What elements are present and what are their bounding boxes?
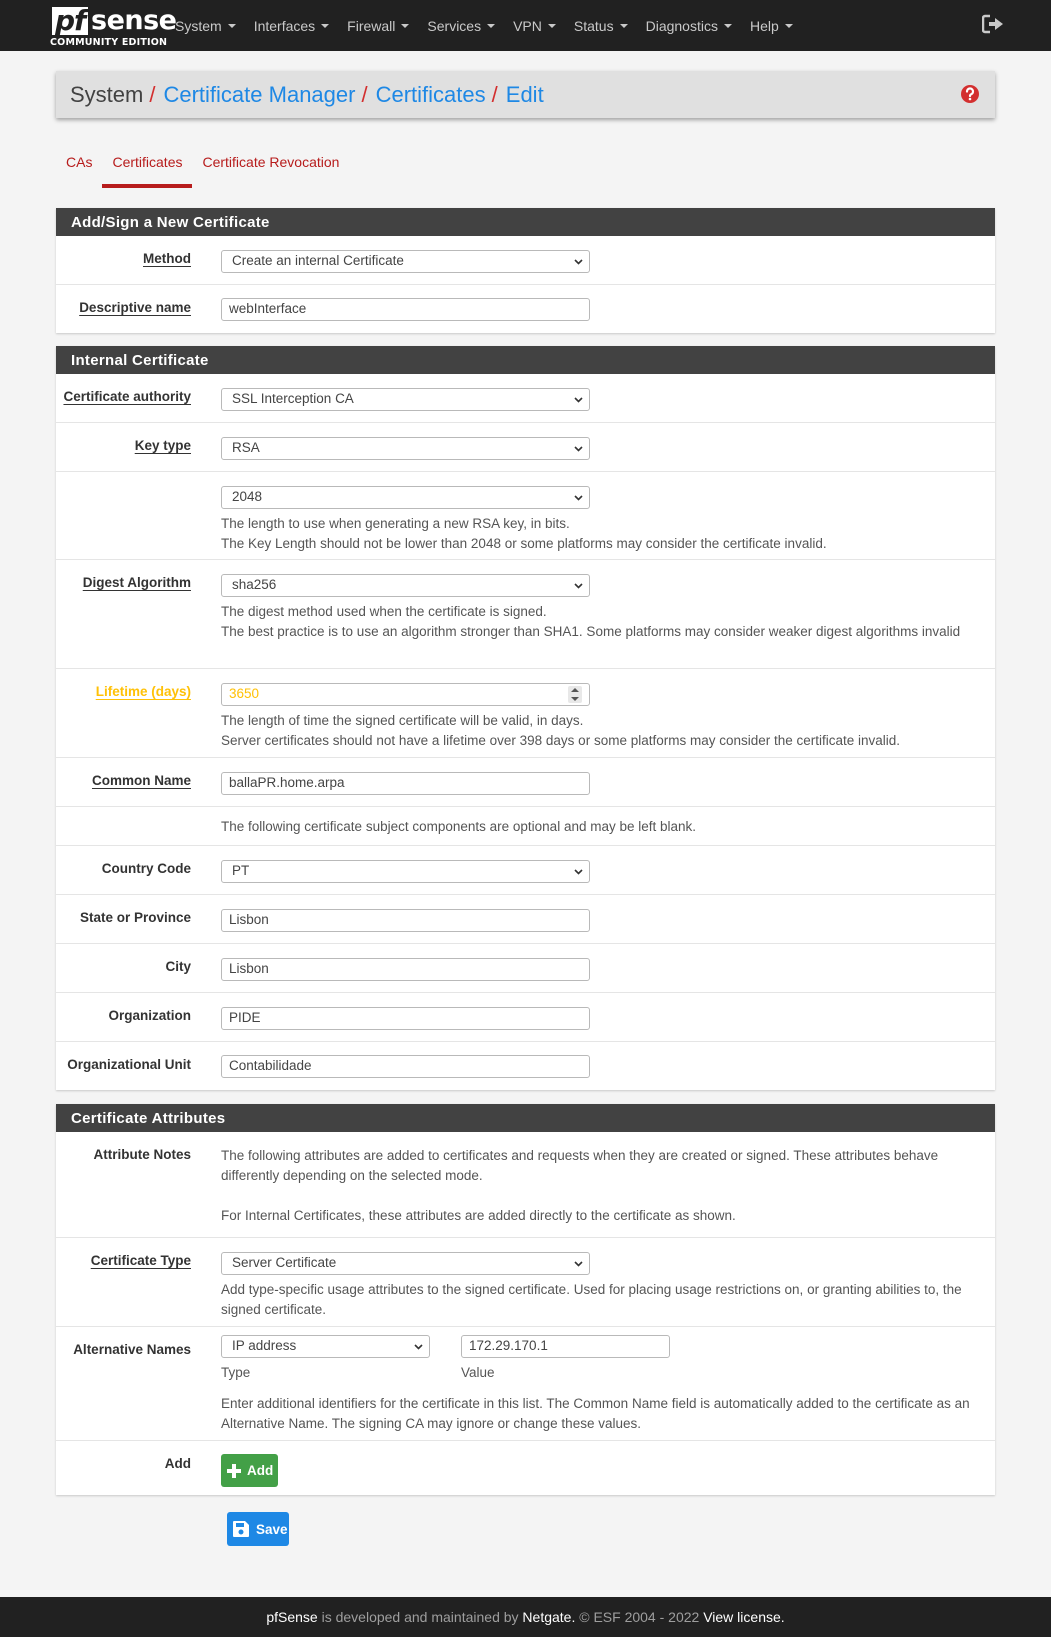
common-name-input[interactable]: ballaPR.home.arpa	[221, 772, 590, 795]
alt-type-group	[221, 1335, 430, 1383]
certificate-type-help: Add type-specific usage attributes to the signed certificate. Used for placing usage restrictions on, or granting abilities to, the signed certificate.	[221, 1282, 962, 1317]
caret-down-icon	[321, 24, 329, 28]
attribute-notes-label: Attribute Notes	[93, 1147, 191, 1162]
chevron-down-icon	[574, 581, 583, 590]
alternative-names-help: Enter additional identifiers for the certificate in this list. The Common Name field is automatically added to the certificate as an Alternative Name. The signing CA may ignore or change these values.	[221, 1396, 970, 1431]
key-length-select[interactable]: 2048	[221, 486, 590, 509]
caret-down-icon	[401, 24, 409, 28]
row-key-length	[56, 472, 995, 560]
alt-name-entry	[221, 1335, 985, 1383]
tab-certificate-revocation[interactable]: Certificate Revocation	[202, 154, 340, 170]
row-optional-note	[56, 807, 995, 846]
logout-icon[interactable]	[982, 14, 1004, 34]
row-state	[56, 895, 995, 944]
menu-status[interactable]: Status	[565, 0, 637, 51]
caret-down-icon	[487, 24, 495, 28]
chevron-down-icon	[574, 257, 583, 266]
alt-type-caption: Type	[221, 1365, 251, 1380]
logo-edition: COMMUNITY EDITION	[50, 37, 168, 48]
breadcrumb-separator: /	[491, 81, 498, 107]
menu-vpn[interactable]: VPN	[504, 0, 565, 51]
row-country-code	[56, 846, 995, 895]
certificate-authority-select[interactable]: SSL Interception CA	[221, 388, 590, 411]
logo-sense: sense	[91, 5, 177, 36]
certificate-authority-label: Certificate authority	[63, 389, 191, 404]
alt-value-caption: Value	[461, 1365, 495, 1380]
lifetime-label: Lifetime (days)	[95, 684, 191, 699]
footer-copyright: © ESF 2004 - 2022	[575, 1609, 704, 1625]
alt-value-input[interactable]: 172.29.170.1	[461, 1335, 670, 1358]
digest-algorithm-label: Digest Algorithm	[82, 575, 191, 590]
organization-input[interactable]: PIDE	[221, 1007, 590, 1030]
descriptive-name-input[interactable]: webInterface	[221, 298, 590, 321]
row-lifetime	[56, 669, 995, 758]
add-label: Add	[164, 1456, 191, 1471]
top-navbar	[0, 0, 1051, 51]
city-label: City	[165, 959, 191, 974]
save-button[interactable]: Save	[227, 1512, 289, 1546]
row-method	[56, 236, 995, 285]
footer-netgate-link[interactable]: Netgate.	[522, 1609, 576, 1625]
pfsense-logo[interactable]	[50, 4, 177, 48]
row-organizational-unit	[56, 1042, 995, 1090]
state-label: State or Province	[79, 910, 191, 925]
chevron-down-icon	[574, 493, 583, 502]
key-length-help: The length to use when generating a new RSA key, in bits. The Key Length should not be lower than 2048 or some platforms may consider the certificate invalid.	[221, 516, 827, 551]
alternative-names-label: Alternative Names	[73, 1342, 191, 1357]
row-attribute-notes	[56, 1132, 995, 1238]
caret-down-icon	[724, 24, 732, 28]
common-name-label: Common Name	[91, 773, 191, 788]
tab-certificates[interactable]: Certificates	[102, 144, 192, 188]
row-add	[56, 1441, 995, 1495]
lifetime-help: The length of time the signed certificate will be valid, in days. Server certificates should not have a lifetime over 398 days or some platforms may consider the certificate invalid.	[221, 713, 901, 748]
optional-note: The following certificate subject components are optional and may be left blank.	[221, 819, 697, 834]
chevron-down-icon	[414, 1342, 423, 1351]
breadcrumb-certificates[interactable]: Certificates	[375, 81, 486, 107]
logo-pf: pf	[52, 7, 88, 35]
panel-heading-attributes: Certificate Attributes	[56, 1104, 995, 1132]
descriptive-name-label: Descriptive name	[79, 300, 191, 315]
panel-heading-internal: Internal Certificate	[56, 346, 995, 374]
footer-brand: pfSense	[266, 1609, 318, 1625]
floppy-disk-icon	[232, 1520, 250, 1538]
country-code-label: Country Code	[101, 861, 191, 876]
caret-down-icon	[228, 24, 236, 28]
menu-diagnostics[interactable]: Diagnostics	[637, 0, 741, 51]
breadcrumb-system: System	[70, 81, 144, 107]
breadcrumb-certificate-manager[interactable]: Certificate Manager	[163, 81, 356, 107]
certificate-type-select[interactable]: Server Certificate	[221, 1252, 590, 1275]
method-label: Method	[143, 251, 191, 266]
menu-system[interactable]: System	[168, 0, 245, 51]
key-type-select[interactable]: RSA	[221, 437, 590, 460]
breadcrumb-separator: /	[149, 81, 156, 107]
caret-down-icon	[548, 24, 556, 28]
menu-services[interactable]: Services	[418, 0, 504, 51]
row-certificate-type	[56, 1238, 995, 1327]
digest-algorithm-select[interactable]: sha256	[221, 574, 590, 597]
digest-algorithm-help: The digest method used when the certificate is signed. The best practice is to use an algorithm stronger than SHA1. Some platforms may consider weaker digest algorithms invalid	[221, 604, 961, 639]
row-city	[56, 944, 995, 993]
alt-value-group	[461, 1335, 670, 1383]
caret-down-icon	[785, 24, 793, 28]
breadcrumb-separator: /	[361, 81, 368, 107]
panel-internal-certificate	[56, 346, 995, 1090]
row-certificate-authority	[56, 374, 995, 423]
attribute-notes: The following attributes are added to certificates and requests when they are created or signed. These attributes behave differently depending on the selected mode. For Internal Certificates, these attributes are added directly to the certificate as shown.	[221, 1148, 939, 1223]
certificate-type-label: Certificate Type	[90, 1253, 191, 1268]
city-input[interactable]: Lisbon	[221, 958, 590, 981]
chevron-down-icon	[574, 867, 583, 876]
chevron-down-icon	[574, 444, 583, 453]
organizational-unit-label: Organizational Unit	[67, 1057, 191, 1072]
number-spinner-icon[interactable]	[568, 686, 582, 703]
country-code-select[interactable]: PT	[221, 860, 590, 883]
row-key-type	[56, 423, 995, 472]
organizational-unit-input[interactable]: Contabilidade	[221, 1055, 590, 1078]
footer	[0, 1597, 1051, 1637]
panel-add-sign	[56, 208, 995, 333]
panel-heading-add-sign: Add/Sign a New Certificate	[56, 208, 995, 236]
menu-help[interactable]: Help	[741, 0, 802, 51]
question-circle-icon[interactable]	[960, 84, 980, 104]
row-organization	[56, 993, 995, 1042]
main-menu	[168, 0, 802, 51]
caret-down-icon	[620, 24, 628, 28]
chevron-down-icon	[574, 395, 583, 404]
breadcrumb-edit[interactable]: Edit	[505, 81, 544, 107]
lifetime-input[interactable]: 3650	[221, 683, 590, 706]
tab-cas[interactable]: CAs	[66, 154, 93, 170]
key-type-label: Key type	[134, 438, 191, 453]
chevron-down-icon	[574, 1259, 583, 1268]
row-digest-algorithm	[56, 560, 995, 669]
breadcrumb	[56, 71, 995, 118]
method-select[interactable]: Create an internal Certificate	[221, 250, 590, 273]
state-input[interactable]: Lisbon	[221, 909, 590, 932]
add-button[interactable]: Add	[221, 1454, 278, 1487]
row-alternative-names	[56, 1327, 995, 1441]
row-descriptive-name	[56, 285, 995, 333]
menu-firewall[interactable]: Firewall	[338, 0, 418, 51]
alt-type-select[interactable]: IP address	[221, 1335, 430, 1358]
footer-license-link[interactable]: View license.	[703, 1609, 785, 1625]
row-common-name	[56, 758, 995, 807]
organization-label: Organization	[108, 1008, 191, 1023]
footer-text: is developed and maintained by	[317, 1609, 523, 1625]
menu-interfaces[interactable]: Interfaces	[245, 0, 338, 51]
plus-icon	[226, 1463, 242, 1479]
tab-bar	[56, 144, 349, 188]
panel-certificate-attributes	[56, 1104, 995, 1495]
